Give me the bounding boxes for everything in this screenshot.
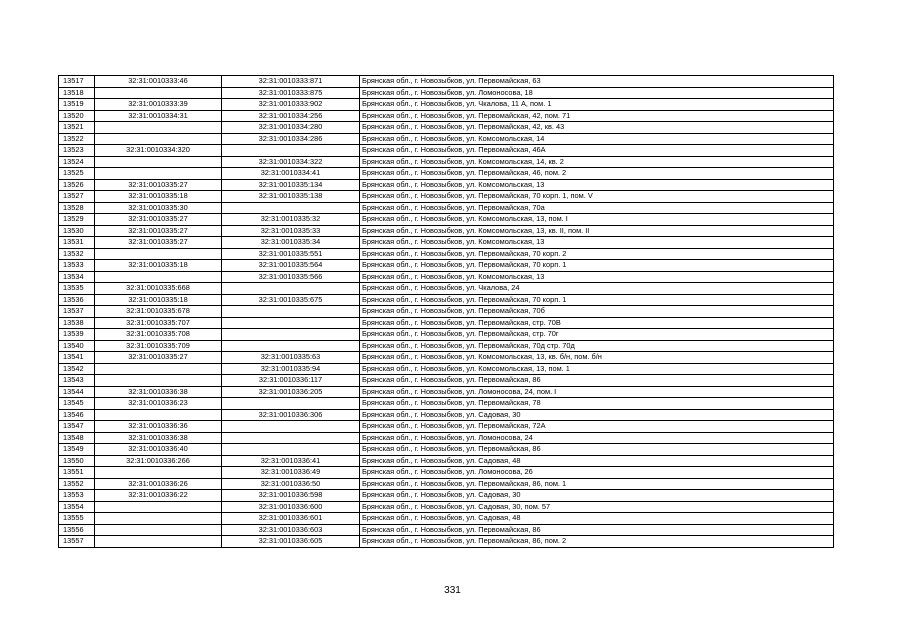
object-cadastral-number-cell: 32:31:0010334:322 xyxy=(222,156,360,168)
cadastral-number-cell: 32:31:0010335:27 xyxy=(95,179,222,191)
address-cell: Брянская обл., г. Новозыбков, ул. Комсомольская, 13 xyxy=(360,237,834,249)
table-row xyxy=(59,317,834,329)
object-cadastral-number-cell xyxy=(222,317,360,329)
address-cell: Брянская обл., г. Новозыбков, ул. Ломоносова, 26 xyxy=(360,467,834,479)
address-cell: Брянская обл., г. Новозыбков, ул. Чкалова, 24 xyxy=(360,283,834,295)
object-cadastral-number-cell: 32:31:0010335:134 xyxy=(222,179,360,191)
cadastral-number-cell xyxy=(95,513,222,525)
row-number-cell: 13545 xyxy=(59,398,95,410)
object-cadastral-number-cell: 32:31:0010334:41 xyxy=(222,168,360,180)
cadastral-number-cell: 32:31:0010335:27 xyxy=(95,352,222,364)
cadastral-number-cell: 32:31:0010335:27 xyxy=(95,237,222,249)
row-number-cell: 13527 xyxy=(59,191,95,203)
address-cell: Брянская обл., г. Новозыбков, ул. Чкалова, 11 А, пом. 1 xyxy=(360,99,834,111)
object-cadastral-number-cell xyxy=(222,432,360,444)
row-number-cell: 13528 xyxy=(59,202,95,214)
object-cadastral-number-cell: 32:31:0010335:33 xyxy=(222,225,360,237)
object-cadastral-number-cell xyxy=(222,283,360,295)
address-cell: Брянская обл., г. Новозыбков, ул. Первомайская, 86 xyxy=(360,444,834,456)
address-cell: Брянская обл., г. Новозыбков, ул. Первомайская, 42, кв. 43 xyxy=(360,122,834,134)
table-row xyxy=(59,76,834,88)
cadastral-number-cell: 32:31:0010336:36 xyxy=(95,421,222,433)
object-cadastral-number-cell: 32:31:0010333:871 xyxy=(222,76,360,88)
table-row xyxy=(59,398,834,410)
address-cell: Брянская обл., г. Новозыбков, ул. Комсомольская, 13, кв. б/н, пом. б/н xyxy=(360,352,834,364)
table-row xyxy=(59,271,834,283)
table-row xyxy=(59,536,834,548)
table-row xyxy=(59,432,834,444)
table-row xyxy=(59,478,834,490)
cadastral-number-cell xyxy=(95,536,222,548)
table-row xyxy=(59,455,834,467)
row-number-cell: 13546 xyxy=(59,409,95,421)
address-cell: Брянская обл., г. Новозыбков, ул. Садовая, 30 xyxy=(360,409,834,421)
address-cell: Брянская обл., г. Новозыбков, ул. Ломоносова, 24 xyxy=(360,432,834,444)
row-number-cell: 13551 xyxy=(59,467,95,479)
row-number-cell: 13548 xyxy=(59,432,95,444)
object-cadastral-number-cell: 32:31:0010335:566 xyxy=(222,271,360,283)
table-row xyxy=(59,467,834,479)
row-number-cell: 13517 xyxy=(59,76,95,88)
row-number-cell: 13536 xyxy=(59,294,95,306)
object-cadastral-number-cell: 32:31:0010335:138 xyxy=(222,191,360,203)
row-number-cell: 13537 xyxy=(59,306,95,318)
cadastral-number-cell: 32:31:0010336:266 xyxy=(95,455,222,467)
cadastral-number-cell: 32:31:0010335:708 xyxy=(95,329,222,341)
table-row xyxy=(59,329,834,341)
row-number-cell: 13532 xyxy=(59,248,95,260)
table-row xyxy=(59,283,834,295)
cadastral-number-cell: 32:31:0010333:39 xyxy=(95,99,222,111)
object-cadastral-number-cell: 32:31:0010333:902 xyxy=(222,99,360,111)
table-row xyxy=(59,225,834,237)
table-row xyxy=(59,168,834,180)
object-cadastral-number-cell: 32:31:0010334:286 xyxy=(222,133,360,145)
registry-table-body xyxy=(59,76,834,548)
row-number-cell: 13526 xyxy=(59,179,95,191)
address-cell: Брянская обл., г. Новозыбков, ул. Садовая, 30, пом. 57 xyxy=(360,501,834,513)
object-cadastral-number-cell: 32:31:0010336:117 xyxy=(222,375,360,387)
row-number-cell: 13555 xyxy=(59,513,95,525)
object-cadastral-number-cell: 32:31:0010335:94 xyxy=(222,363,360,375)
table-row xyxy=(59,306,834,318)
cadastral-number-cell xyxy=(95,363,222,375)
address-cell: Брянская обл., г. Новозыбков, ул. Комсомольская, 13 xyxy=(360,271,834,283)
object-cadastral-number-cell: 32:31:0010335:63 xyxy=(222,352,360,364)
table-row xyxy=(59,156,834,168)
row-number-cell: 13541 xyxy=(59,352,95,364)
cadastral-number-cell xyxy=(95,248,222,260)
cadastral-number-cell: 32:31:0010333:46 xyxy=(95,76,222,88)
row-number-cell: 13554 xyxy=(59,501,95,513)
table-row xyxy=(59,352,834,364)
row-number-cell: 13542 xyxy=(59,363,95,375)
table-row xyxy=(59,202,834,214)
object-cadastral-number-cell: 32:31:0010336:306 xyxy=(222,409,360,421)
address-cell: Брянская обл., г. Новозыбков, ул. Первомайская, 70 корп. 1, пом. V xyxy=(360,191,834,203)
table-row xyxy=(59,490,834,502)
row-number-cell: 13544 xyxy=(59,386,95,398)
table-row xyxy=(59,363,834,375)
cadastral-number-cell xyxy=(95,524,222,536)
row-number-cell: 13538 xyxy=(59,317,95,329)
object-cadastral-number-cell: 32:31:0010336:205 xyxy=(222,386,360,398)
object-cadastral-number-cell: 32:31:0010336:601 xyxy=(222,513,360,525)
object-cadastral-number-cell: 32:31:0010335:34 xyxy=(222,237,360,249)
cadastral-number-cell: 32:31:0010335:27 xyxy=(95,225,222,237)
table-row xyxy=(59,133,834,145)
address-cell: Брянская обл., г. Новозыбков, ул. Садовая, 48 xyxy=(360,455,834,467)
row-number-cell: 13550 xyxy=(59,455,95,467)
row-number-cell: 13552 xyxy=(59,478,95,490)
object-cadastral-number-cell: 32:31:0010336:49 xyxy=(222,467,360,479)
table-row xyxy=(59,179,834,191)
object-cadastral-number-cell: 32:31:0010334:280 xyxy=(222,122,360,134)
object-cadastral-number-cell: 32:31:0010335:675 xyxy=(222,294,360,306)
object-cadastral-number-cell xyxy=(222,444,360,456)
address-cell: Брянская обл., г. Новозыбков, ул. Первомайская, стр. 70г xyxy=(360,329,834,341)
cadastral-number-cell xyxy=(95,375,222,387)
table-row xyxy=(59,99,834,111)
row-number-cell: 13533 xyxy=(59,260,95,272)
address-cell: Брянская обл., г. Новозыбков, ул. Садовая, 48 xyxy=(360,513,834,525)
cadastral-number-cell: 32:31:0010336:23 xyxy=(95,398,222,410)
page-number: 331 xyxy=(444,585,461,596)
row-number-cell: 13522 xyxy=(59,133,95,145)
table-row xyxy=(59,501,834,513)
address-cell: Брянская обл., г. Новозыбков, ул. Комсомольская, 14 xyxy=(360,133,834,145)
address-cell: Брянская обл., г. Новозыбков, ул. Комсомольская, 13, пом. 1 xyxy=(360,363,834,375)
row-number-cell: 13557 xyxy=(59,536,95,548)
cadastral-number-cell xyxy=(95,87,222,99)
cadastral-number-cell: 32:31:0010334:320 xyxy=(95,145,222,157)
object-cadastral-number-cell: 32:31:0010335:32 xyxy=(222,214,360,226)
cadastral-number-cell: 32:31:0010335:18 xyxy=(95,191,222,203)
address-cell: Брянская обл., г. Новозыбков, ул. Первомайская, 46А xyxy=(360,145,834,157)
object-cadastral-number-cell xyxy=(222,306,360,318)
table-row xyxy=(59,340,834,352)
row-number-cell: 13549 xyxy=(59,444,95,456)
table-row xyxy=(59,421,834,433)
cadastral-number-cell: 32:31:0010336:38 xyxy=(95,432,222,444)
row-number-cell: 13535 xyxy=(59,283,95,295)
address-cell: Брянская обл., г. Новозыбков, ул. Ломоносова, 24, пом. I xyxy=(360,386,834,398)
cadastral-number-cell xyxy=(95,122,222,134)
address-cell: Брянская обл., г. Новозыбков, ул. Первомайская, 70 корп. 2 xyxy=(360,248,834,260)
object-cadastral-number-cell: 32:31:0010333:875 xyxy=(222,87,360,99)
row-number-cell: 13531 xyxy=(59,237,95,249)
table-row xyxy=(59,145,834,157)
row-number-cell: 13523 xyxy=(59,145,95,157)
address-cell: Брянская обл., г. Новозыбков, ул. Первомайская, 86, пом. 1 xyxy=(360,478,834,490)
address-cell: Брянская обл., г. Новозыбков, ул. Комсомольская, 13 xyxy=(360,179,834,191)
cadastral-number-cell xyxy=(95,133,222,145)
row-number-cell: 13553 xyxy=(59,490,95,502)
row-number-cell: 13525 xyxy=(59,168,95,180)
row-number-cell: 13518 xyxy=(59,87,95,99)
cadastral-number-cell: 32:31:0010335:30 xyxy=(95,202,222,214)
row-number-cell: 13521 xyxy=(59,122,95,134)
table-row xyxy=(59,409,834,421)
object-cadastral-number-cell: 32:31:0010336:41 xyxy=(222,455,360,467)
cadastral-number-cell: 32:31:0010335:27 xyxy=(95,214,222,226)
table-row xyxy=(59,214,834,226)
object-cadastral-number-cell xyxy=(222,340,360,352)
row-number-cell: 13547 xyxy=(59,421,95,433)
row-number-cell: 13540 xyxy=(59,340,95,352)
address-cell: Брянская обл., г. Новозыбков, ул. Садовая, 30 xyxy=(360,490,834,502)
address-cell: Брянская обл., г. Новозыбков, ул. Ломоносова, 18 xyxy=(360,87,834,99)
address-cell: Брянская обл., г. Новозыбков, ул. Комсомольская, 13, кв. II, пом. II xyxy=(360,225,834,237)
table-row xyxy=(59,294,834,306)
row-number-cell: 13529 xyxy=(59,214,95,226)
object-cadastral-number-cell: 32:31:0010336:598 xyxy=(222,490,360,502)
row-number-cell: 13520 xyxy=(59,110,95,122)
cadastral-number-cell: 32:31:0010335:709 xyxy=(95,340,222,352)
cadastral-number-cell: 32:31:0010335:678 xyxy=(95,306,222,318)
table-row xyxy=(59,444,834,456)
cadastral-number-cell: 32:31:0010334:31 xyxy=(95,110,222,122)
object-cadastral-number-cell: 32:31:0010335:564 xyxy=(222,260,360,272)
table-row xyxy=(59,513,834,525)
object-cadastral-number-cell xyxy=(222,398,360,410)
address-cell: Брянская обл., г. Новозыбков, ул. Первомайская, 70д стр. 70д xyxy=(360,340,834,352)
row-number-cell: 13530 xyxy=(59,225,95,237)
row-number-cell: 13543 xyxy=(59,375,95,387)
cadastral-number-cell: 32:31:0010335:668 xyxy=(95,283,222,295)
object-cadastral-number-cell: 32:31:0010334:256 xyxy=(222,110,360,122)
cadastral-number-cell xyxy=(95,409,222,421)
object-cadastral-number-cell xyxy=(222,145,360,157)
table-row xyxy=(59,386,834,398)
address-cell: Брянская обл., г. Новозыбков, ул. Первомайская, 72А xyxy=(360,421,834,433)
address-cell: Брянская обл., г. Новозыбков, ул. Комсомольская, 14, кв. 2 xyxy=(360,156,834,168)
cadastral-number-cell: 32:31:0010335:707 xyxy=(95,317,222,329)
table-row xyxy=(59,110,834,122)
address-cell: Брянская обл., г. Новозыбков, ул. Первомайская, 70а xyxy=(360,202,834,214)
address-cell: Брянская обл., г. Новозыбков, ул. Первомайская, 86 xyxy=(360,375,834,387)
table-row xyxy=(59,122,834,134)
table-row xyxy=(59,375,834,387)
address-cell: Брянская обл., г. Новозыбков, ул. Первомайская, 70 корп. 1 xyxy=(360,260,834,272)
cadastral-number-cell xyxy=(95,501,222,513)
cadastral-number-cell: 32:31:0010336:40 xyxy=(95,444,222,456)
row-number-cell: 13539 xyxy=(59,329,95,341)
cadastral-number-cell: 32:31:0010336:22 xyxy=(95,490,222,502)
address-cell: Брянская обл., г. Новозыбков, ул. Первомайская, 46, пом. 2 xyxy=(360,168,834,180)
table-row xyxy=(59,248,834,260)
address-cell: Брянская обл., г. Новозыбков, ул. Первомайская, 42, пом. 71 xyxy=(360,110,834,122)
row-number-cell: 13556 xyxy=(59,524,95,536)
object-cadastral-number-cell xyxy=(222,421,360,433)
table-row xyxy=(59,260,834,272)
cadastral-number-cell xyxy=(95,271,222,283)
cadastral-number-cell xyxy=(95,156,222,168)
address-cell: Брянская обл., г. Новозыбков, ул. Первомайская, 86 xyxy=(360,524,834,536)
address-cell: Брянская обл., г. Новозыбков, ул. Первомайская, 70б xyxy=(360,306,834,318)
cadastral-number-cell: 32:31:0010335:18 xyxy=(95,260,222,272)
object-cadastral-number-cell: 32:31:0010335:551 xyxy=(222,248,360,260)
cadastral-number-cell xyxy=(95,467,222,479)
cadastral-number-cell xyxy=(95,168,222,180)
cadastral-number-cell: 32:31:0010335:18 xyxy=(95,294,222,306)
row-number-cell: 13524 xyxy=(59,156,95,168)
object-cadastral-number-cell: 32:31:0010336:603 xyxy=(222,524,360,536)
table-row xyxy=(59,87,834,99)
address-cell: Брянская обл., г. Новозыбков, ул. Первомайская, 63 xyxy=(360,76,834,88)
address-cell: Брянская обл., г. Новозыбков, ул. Первомайская, 78 xyxy=(360,398,834,410)
cadastral-number-cell: 32:31:0010336:38 xyxy=(95,386,222,398)
table-row xyxy=(59,191,834,203)
table-row xyxy=(59,524,834,536)
registry-table xyxy=(58,75,834,548)
row-number-cell: 13519 xyxy=(59,99,95,111)
object-cadastral-number-cell: 32:31:0010336:50 xyxy=(222,478,360,490)
address-cell: Брянская обл., г. Новозыбков, ул. Первомайская, 70 корп. 1 xyxy=(360,294,834,306)
object-cadastral-number-cell xyxy=(222,202,360,214)
cadastral-number-cell: 32:31:0010336:26 xyxy=(95,478,222,490)
row-number-cell: 13534 xyxy=(59,271,95,283)
object-cadastral-number-cell: 32:31:0010336:605 xyxy=(222,536,360,548)
object-cadastral-number-cell: 32:31:0010336:600 xyxy=(222,501,360,513)
address-cell: Брянская обл., г. Новозыбков, ул. Первомайская, 86, пом. 2 xyxy=(360,536,834,548)
address-cell: Брянская обл., г. Новозыбков, ул. Комсомольская, 13, пом. I xyxy=(360,214,834,226)
address-cell: Брянская обл., г. Новозыбков, ул. Первомайская, стр. 70В xyxy=(360,317,834,329)
object-cadastral-number-cell xyxy=(222,329,360,341)
table-row xyxy=(59,237,834,249)
